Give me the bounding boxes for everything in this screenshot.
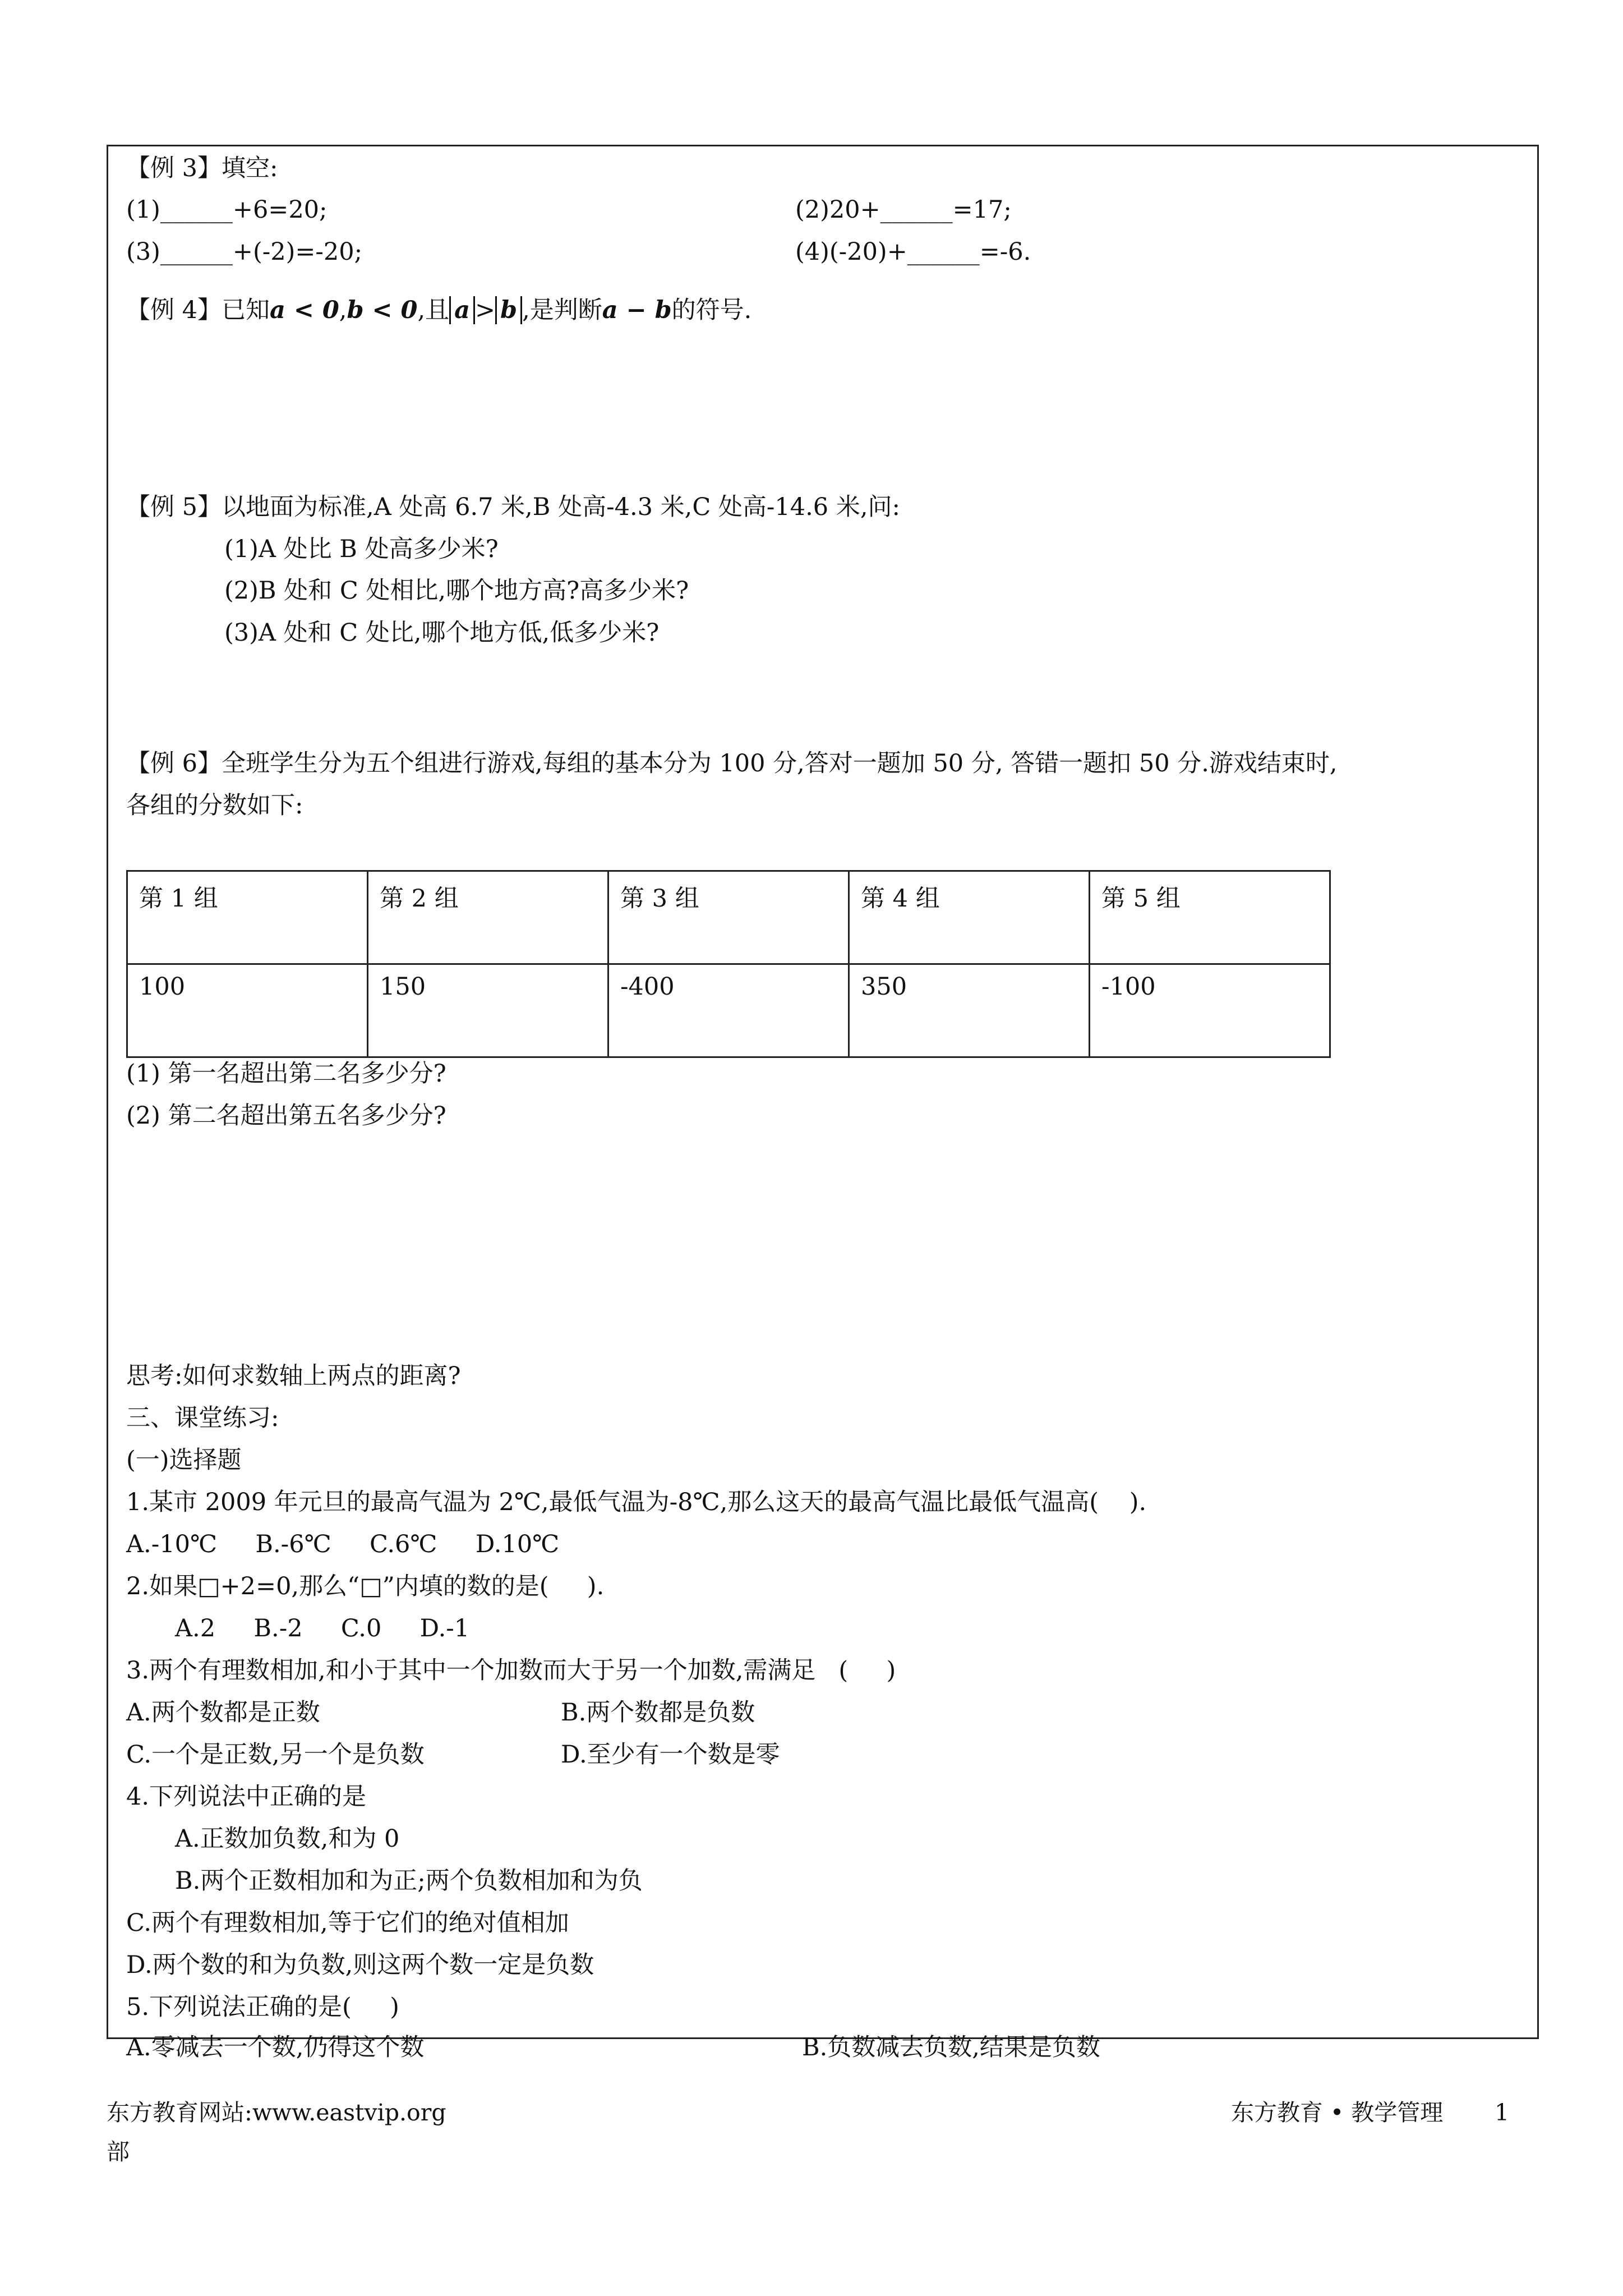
ex5-q2: (2)B 处和 C 处相比,哪个地方高?高多少米?	[224, 577, 689, 605]
ex6-q2: (2) 第二名超出第五名多少分?	[126, 1102, 446, 1130]
group-score-table	[126, 870, 1331, 1058]
problem-2: 2.如果□+2=0,那么“□”内填的数的是( ).	[126, 1572, 605, 1600]
problem-1-options: A.-10℃ B.-6℃ C.6℃ D.10℃	[126, 1530, 560, 1558]
table-header-cell: 第 1 组	[127, 871, 368, 964]
ex3-q1: (1)______+6=20;	[126, 196, 328, 224]
problem-4-option-a: A.正数加负数,和为 0	[175, 1825, 400, 1853]
ex3-title: 【例 3】填空:	[126, 154, 278, 182]
footer-org: 东方教育 • 教学管理	[1231, 2099, 1444, 2126]
problem-4: 4.下列说法中正确的是	[126, 1783, 367, 1811]
table-cell: -100	[1090, 964, 1330, 1057]
ex4-a-minus-b: a − b	[602, 296, 672, 324]
problem-3-option-c: C.一个是正数,另一个是负数	[126, 1741, 425, 1769]
ex4-sep2: ,且	[417, 296, 450, 324]
ex4-line	[126, 295, 751, 326]
ex6-line2: 各组的分数如下:	[126, 792, 303, 820]
problem-5: 5.下列说法正确的是( )	[126, 1993, 399, 2021]
problem-2-options: A.2 B.-2 C.0 D.-1	[175, 1614, 470, 1642]
problem-5-option-a: A.零减去一个数,仍得这个数	[126, 2033, 425, 2062]
table-cell: 100	[127, 964, 368, 1057]
ex3-q3: (3)______+(-2)=-20;	[126, 238, 363, 266]
ex5-title: 【例 5】以地面为标准,A 处高 6.7 米,B 处高-4.3 米,C 处高-14.6 米,问:	[126, 493, 900, 521]
table-cell: -400	[608, 964, 849, 1057]
ex4-gt: >	[474, 296, 496, 324]
ex5-q3: (3)A 处和 C 处比,哪个地方低,低多少米?	[224, 619, 660, 647]
footer-page-number: 1	[1495, 2099, 1510, 2126]
table-header-cell: 第 4 组	[849, 871, 1090, 964]
problem-1: 1.某市 2009 年元旦的最高气温为 2℃,最低气温为-8℃,那么这天的最高气温比最低气温高( ).	[126, 1488, 1147, 1516]
table-header-cell: 第 2 组	[368, 871, 608, 964]
problem-5-option-b: B.负数减去负数,结果是负数	[802, 2033, 1100, 2062]
ex4-abs-a: a	[449, 296, 475, 324]
ex4-b-lt-0: b < 0	[347, 296, 418, 324]
ex4-a-lt-0: a < 0	[270, 296, 339, 324]
ex3-q4: (4)(-20)+______=-6.	[795, 238, 1031, 266]
ex4-mid: ,是判断	[522, 296, 602, 324]
ex4-sep1: ,	[339, 296, 347, 324]
problem-4-option-c: C.两个有理数相加,等于它们的绝对值相加	[126, 1909, 569, 1937]
table-header-row	[127, 871, 1330, 964]
table-header-cell: 第 5 组	[1090, 871, 1330, 964]
problem-3-option-a: A.两个数都是正数	[126, 1699, 320, 1727]
problem-4-option-d: D.两个数的和为负数,则这两个数一定是负数	[126, 1951, 594, 1979]
footer-website: 东方教育网站:www.eastvip.org	[107, 2099, 446, 2126]
table-header-cell: 第 3 组	[608, 871, 849, 964]
problem-3-option-b: B.两个数都是负数	[561, 1699, 755, 1727]
footer-website-wrap: 部	[107, 2138, 130, 2165]
table-cell: 150	[368, 964, 608, 1057]
ex6-q1: (1) 第一名超出第二名多少分?	[126, 1060, 446, 1088]
ex4-suffix: 的符号.	[671, 296, 752, 324]
ex4-prefix: 【例 4】已知	[126, 296, 270, 324]
ex6-line1: 【例 6】全班学生分为五个组进行游戏,每组的基本分为 100 分,答对一题加 50 分, 答错一题扣 50 分.游戏结束时,	[126, 749, 1338, 777]
section3-sub: (一)选择题	[126, 1446, 242, 1474]
problem-3: 3.两个有理数相加,和小于其中一个加数而大于另一个加数,需满足 ( )	[126, 1657, 896, 1685]
problem-4-option-b: B.两个正数相加和为正;两个负数相加和为负	[175, 1867, 643, 1895]
problem-3-option-d: D.至少有一个数是零	[561, 1741, 780, 1769]
ex3-q2: (2)20+______=17;	[795, 196, 1012, 224]
think-line: 思考:如何求数轴上两点的距离?	[126, 1362, 461, 1390]
ex5-q1: (1)A 处比 B 处高多少米?	[224, 535, 499, 563]
ex4-abs-b: b	[495, 296, 522, 324]
table-cell: 350	[849, 964, 1090, 1057]
table-row	[127, 964, 1330, 1057]
section3-title: 三、课堂练习:	[126, 1404, 279, 1432]
